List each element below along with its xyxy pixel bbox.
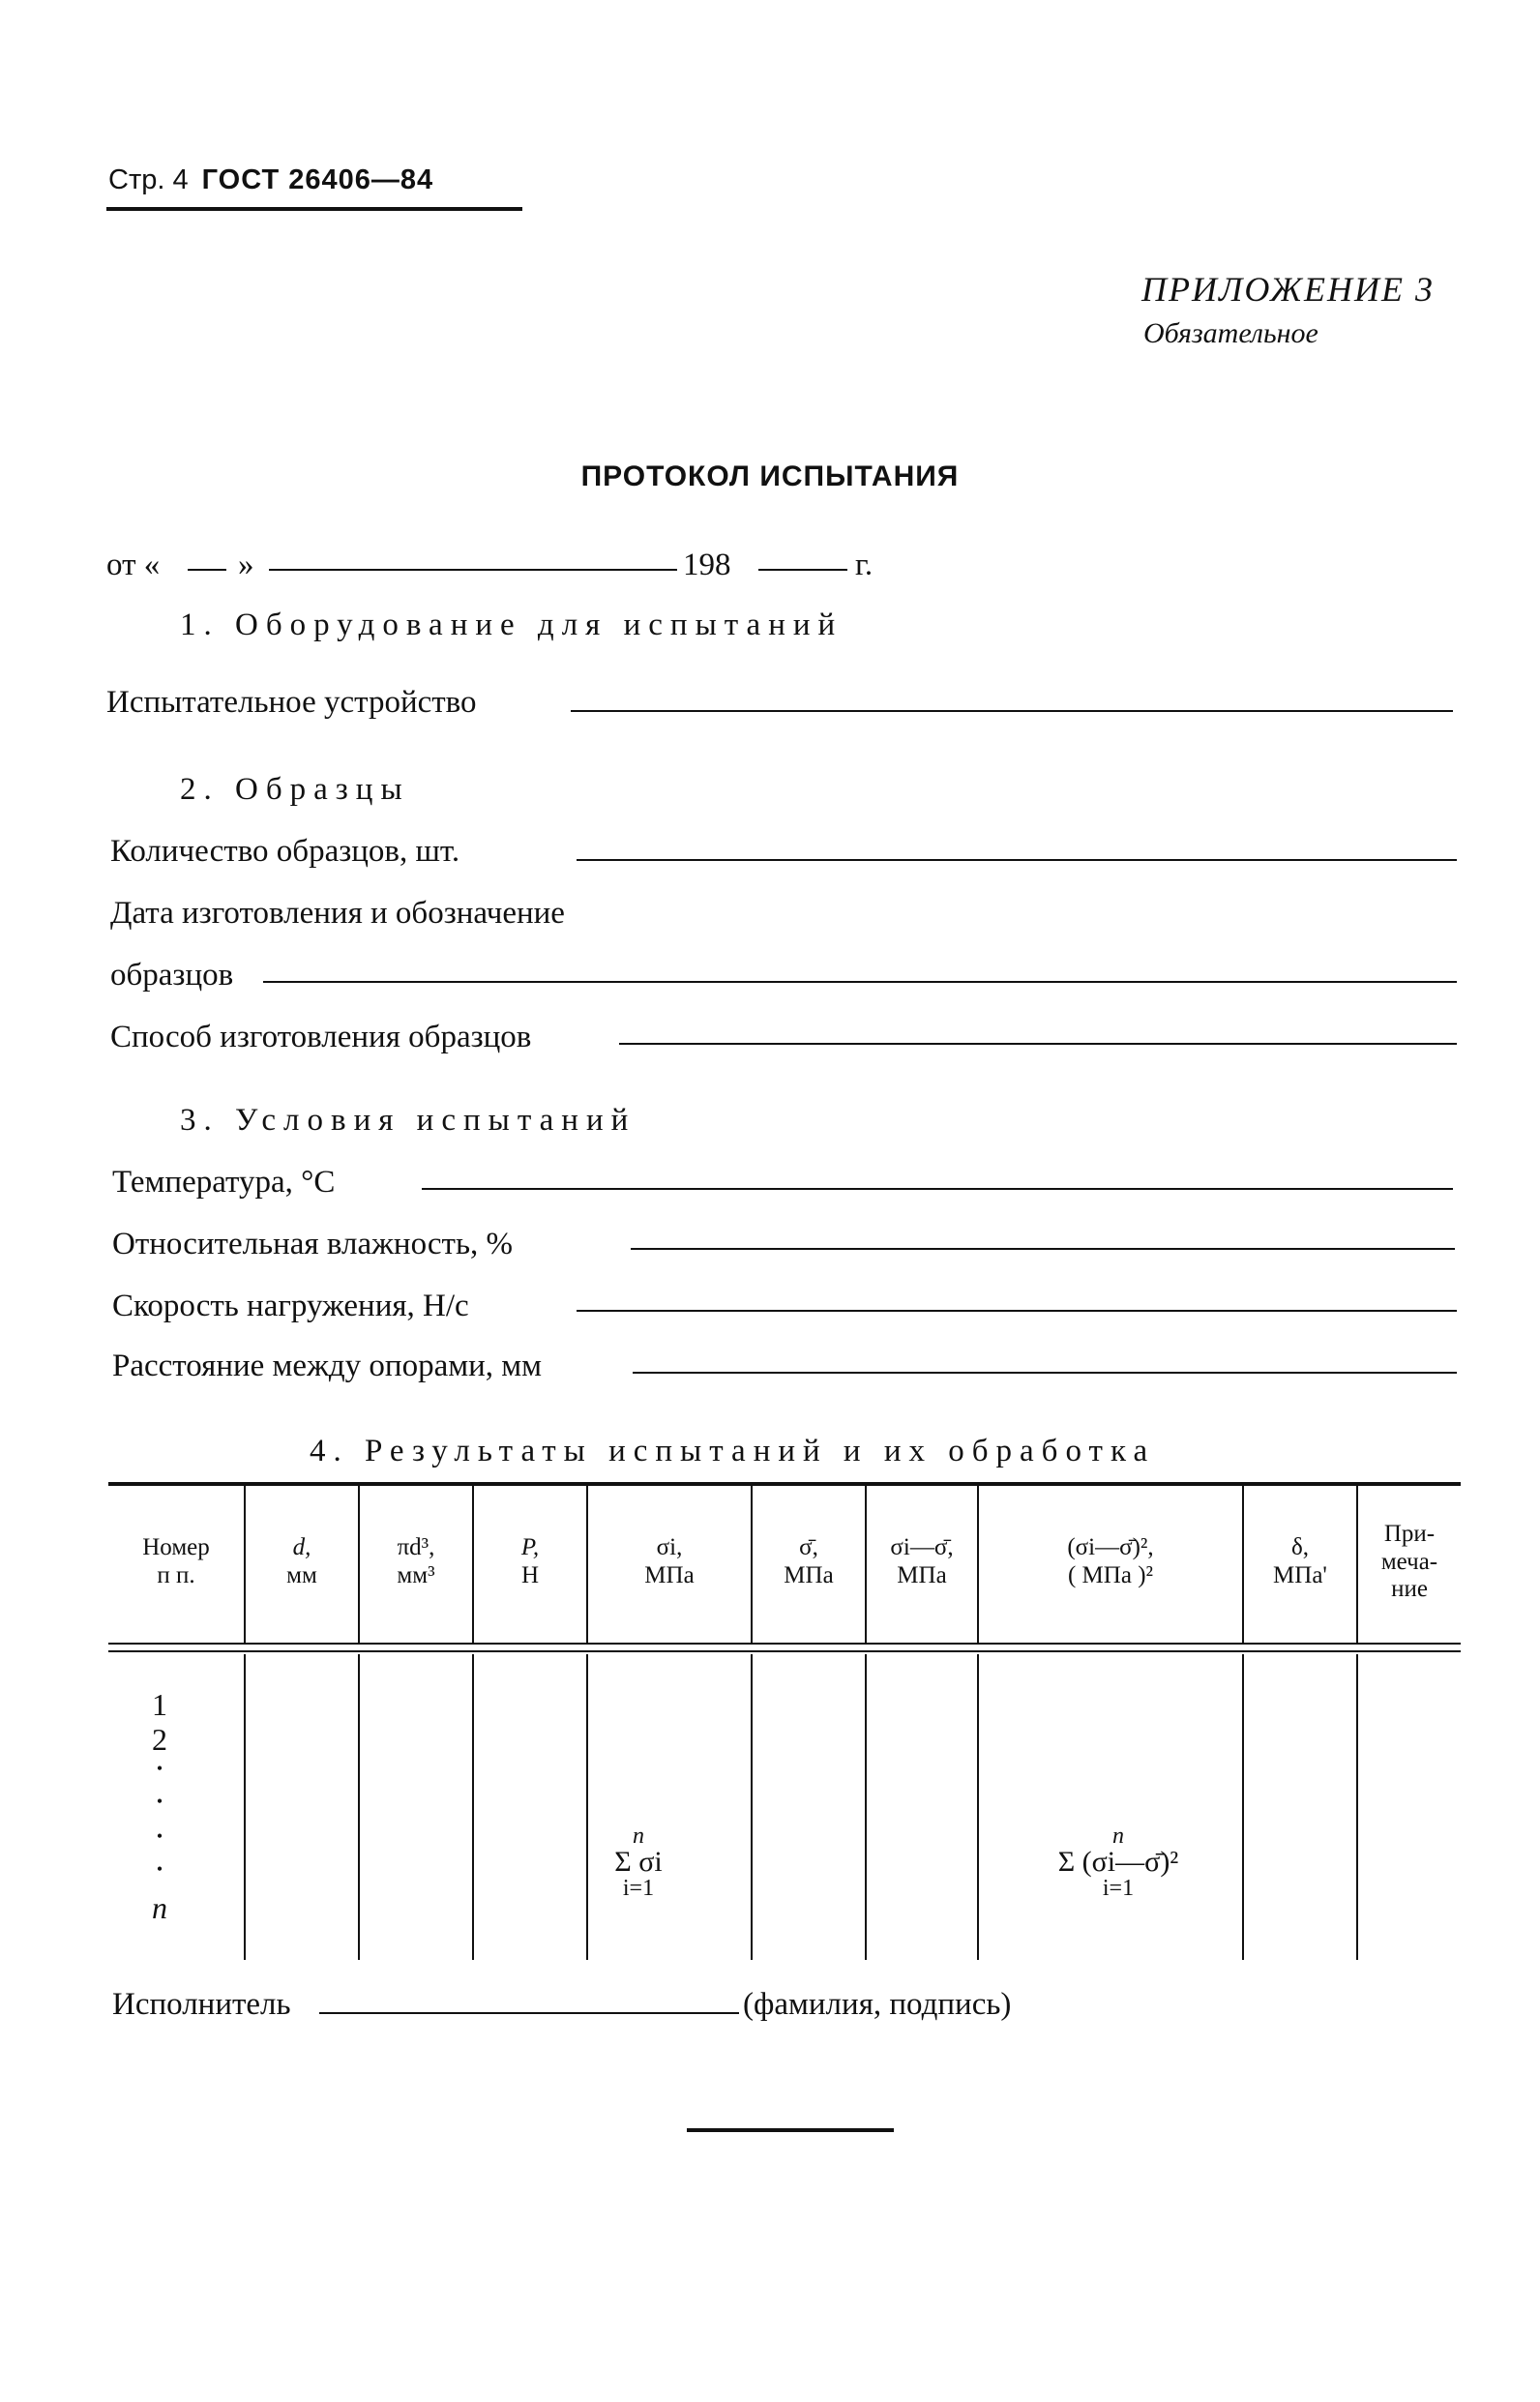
header-sigma-mean — [753, 1485, 865, 1640]
header-text: ( МПа )² — [1067, 1562, 1154, 1588]
header-text: мм³ — [397, 1562, 435, 1588]
col-divider — [977, 1654, 979, 1960]
document-title: ПРОТОКОЛ ИСПЫТАНИЯ — [580, 460, 960, 492]
row-number: n — [152, 1890, 167, 1925]
method-field[interactable] — [619, 1043, 1457, 1045]
manufacture-date-field[interactable] — [263, 981, 1457, 983]
row-number: 1 — [152, 1687, 167, 1722]
header-text: Н — [520, 1562, 540, 1588]
header-text: d, — [292, 1534, 311, 1561]
humidity-field[interactable] — [631, 1248, 1455, 1250]
sum-upper-limit: n — [1112, 1824, 1124, 1849]
date-suffix: г. — [855, 548, 874, 582]
header-text: МПа — [784, 1562, 834, 1588]
method-label: Способ изготовления образцов — [110, 1020, 532, 1054]
row-dot: • — [156, 1759, 163, 1778]
appendix-note: Обязательное — [1143, 317, 1318, 349]
col-divider — [472, 1654, 474, 1960]
humidity-label: Относительная влажность, % — [112, 1227, 514, 1261]
date-year-field[interactable] — [758, 569, 847, 571]
date-year: 198 — [683, 548, 731, 582]
header-text: Номер — [142, 1534, 210, 1561]
date-quote-close: » — [238, 548, 254, 582]
header-text: МПа — [897, 1562, 947, 1588]
col-divider — [865, 1654, 867, 1960]
section-2-heading: 2. Образцы — [180, 772, 410, 807]
header-text: σ̄, — [799, 1534, 818, 1561]
section-3-heading: 3. Условия испытаний — [180, 1103, 637, 1138]
date-label-line2: образцов — [110, 958, 234, 993]
speed-label: Скорость нагружения, Н/с — [112, 1289, 469, 1323]
header-pi-d3 — [360, 1485, 472, 1640]
header-text: п п. — [157, 1562, 195, 1588]
col-divider — [586, 1654, 588, 1960]
date-label-line1: Дата изготовления и обозначение — [110, 896, 565, 931]
page-number: Стр. 4 — [108, 164, 189, 195]
speed-field[interactable] — [577, 1310, 1457, 1312]
col-divider — [358, 1654, 360, 1960]
date-month-field[interactable] — [269, 569, 677, 571]
table-header-rule-1 — [108, 1643, 1461, 1645]
appendix-title: ПРИЛОЖЕНИЕ 3 — [1141, 270, 1435, 309]
standard-number: ГОСТ 26406—84 — [201, 164, 434, 195]
header-number — [108, 1485, 244, 1640]
header-text: (σi—σ̄)², — [1067, 1534, 1154, 1561]
sum-sigma-diff-squared — [1022, 1824, 1215, 1900]
header-note — [1358, 1485, 1461, 1640]
header-text: При- — [1383, 1520, 1436, 1547]
header-text: σi—σ̄, — [890, 1534, 954, 1561]
signature-field[interactable] — [319, 2012, 739, 2014]
page-header — [108, 164, 433, 196]
col-divider — [1242, 1654, 1244, 1960]
date-prefix: от « — [106, 548, 161, 582]
section-4-heading: 4. Результаты испытаний и их обработка — [310, 1434, 1156, 1468]
header-load — [474, 1485, 586, 1640]
distance-field[interactable] — [633, 1372, 1457, 1374]
header-text: меча- — [1380, 1548, 1438, 1575]
row-dot: • — [156, 1859, 163, 1879]
row-dot: • — [156, 1792, 163, 1811]
header-sigma-diff — [867, 1485, 977, 1640]
temperature-label: Температура, °С — [112, 1165, 336, 1200]
count-field[interactable] — [577, 859, 1457, 861]
header-diameter — [246, 1485, 358, 1640]
col-divider — [1356, 1654, 1358, 1960]
device-label: Испытательное устройство — [106, 685, 477, 720]
header-sigma-i — [588, 1485, 751, 1640]
header-text: ние — [1391, 1576, 1428, 1603]
header-delta — [1244, 1485, 1356, 1640]
sum-expression: Σ (σi—σ̄)² — [1057, 1846, 1179, 1878]
sum-lower-limit: i=1 — [622, 1876, 655, 1901]
date-day-field[interactable] — [188, 569, 226, 571]
header-sigma-diff-squared — [979, 1485, 1242, 1640]
row-dot: • — [156, 1826, 163, 1846]
header-rule — [106, 207, 522, 211]
temperature-field[interactable] — [422, 1188, 1453, 1190]
header-text: πd³, — [397, 1534, 435, 1561]
sum-upper-limit: n — [633, 1824, 644, 1849]
count-label: Количество образцов, шт. — [110, 834, 460, 869]
sum-sigma-i — [592, 1824, 685, 1900]
header-text: δ, — [1290, 1534, 1310, 1561]
sum-expression: Σ σi — [614, 1846, 663, 1878]
section-1-heading: 1. Оборудование для испытаний — [180, 608, 844, 642]
row-number: 2 — [152, 1722, 167, 1757]
table-header-rule-2 — [108, 1650, 1461, 1652]
device-field[interactable] — [571, 710, 1453, 712]
col-divider — [751, 1654, 753, 1960]
distance-label: Расстояние между опорами, мм — [112, 1349, 543, 1383]
sum-lower-limit: i=1 — [1102, 1876, 1135, 1901]
signature-label: Исполнитель — [112, 1987, 291, 2022]
header-text: МПа — [644, 1562, 695, 1588]
col-divider — [244, 1654, 246, 1960]
end-rule — [687, 2128, 894, 2132]
header-text: мм — [286, 1562, 317, 1588]
header-text: P, — [520, 1534, 540, 1561]
header-text: σi, — [656, 1534, 683, 1561]
signature-hint: (фамилия, подпись) — [743, 1987, 1012, 2022]
header-text: МПа' — [1273, 1562, 1327, 1588]
